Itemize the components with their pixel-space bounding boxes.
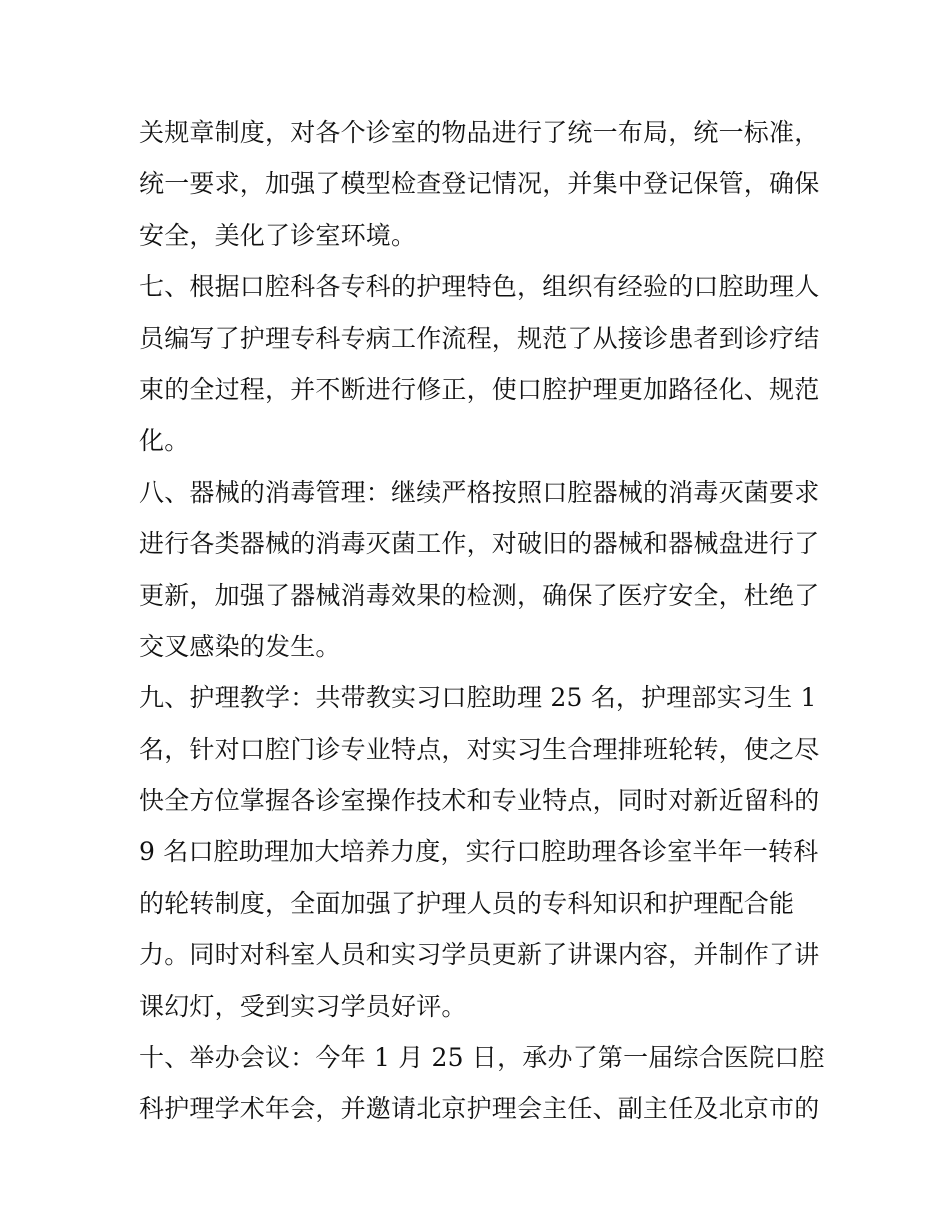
text-line: 课幻灯，受到实习学员好评。 [139, 991, 467, 1021]
text-line: 七、根据口腔科各专科的护理特色，组织有经验的口腔助理人 [139, 272, 820, 302]
text-line: 快全方位掌握各诊室操作技术和专业特点，同时对新近留科的 [139, 786, 820, 816]
text-line: 九、护理教学：共带教实习口腔助理 25 名，护理部实习生 1 [139, 683, 817, 713]
text-line: 关规章制度，对各个诊室的物品进行了统一布局，统一标准， [139, 118, 820, 147]
text-line: 9 名口腔助理加大培养力度，实行口腔助理各诊室半年一转科 [139, 837, 819, 867]
text-line: 的轮转制度，全面加强了护理人员的专科知识和护理配合能 [139, 888, 795, 918]
text-line: 安全，美化了诊室环境。 [139, 220, 417, 250]
text-line: 交叉感染的发生。 [139, 631, 341, 661]
text-line: 十、举办会议：今年 1 月 25 日，承办了第一届综合医院口腔 [139, 1043, 825, 1073]
text-line: 力。同时对科室人员和实习学员更新了讲课内容，并制作了讲 [139, 940, 820, 970]
text-line: 束的全过程，并不断进行修正，使口腔护理更加路径化、规范 [139, 374, 820, 404]
document-body [139, 107, 825, 1135]
text-line: 化。 [139, 426, 190, 456]
text-line: 更新，加强了器械消毒效果的检测，确保了医疗安全，杜绝了 [139, 580, 820, 610]
text-line: 八、器械的消毒管理：继续严格按照口腔器械的消毒灭菌要求 [139, 477, 820, 507]
text-line: 名，针对口腔门诊专业特点，对实习生合理排班轮转，使之尽 [139, 734, 820, 764]
text-line: 统一要求，加强了模型检查登记情况，并集中登记保管，确保 [139, 169, 820, 199]
text-line: 员编写了护理专科专病工作流程，规范了从接诊患者到诊疗结 [139, 323, 820, 353]
text-line: 进行各类器械的消毒灭菌工作，对破旧的器械和器械盘进行了 [139, 529, 820, 559]
text-line: 科护理学术年会，并邀请北京护理会主任、副主任及北京市的 [139, 1094, 820, 1124]
